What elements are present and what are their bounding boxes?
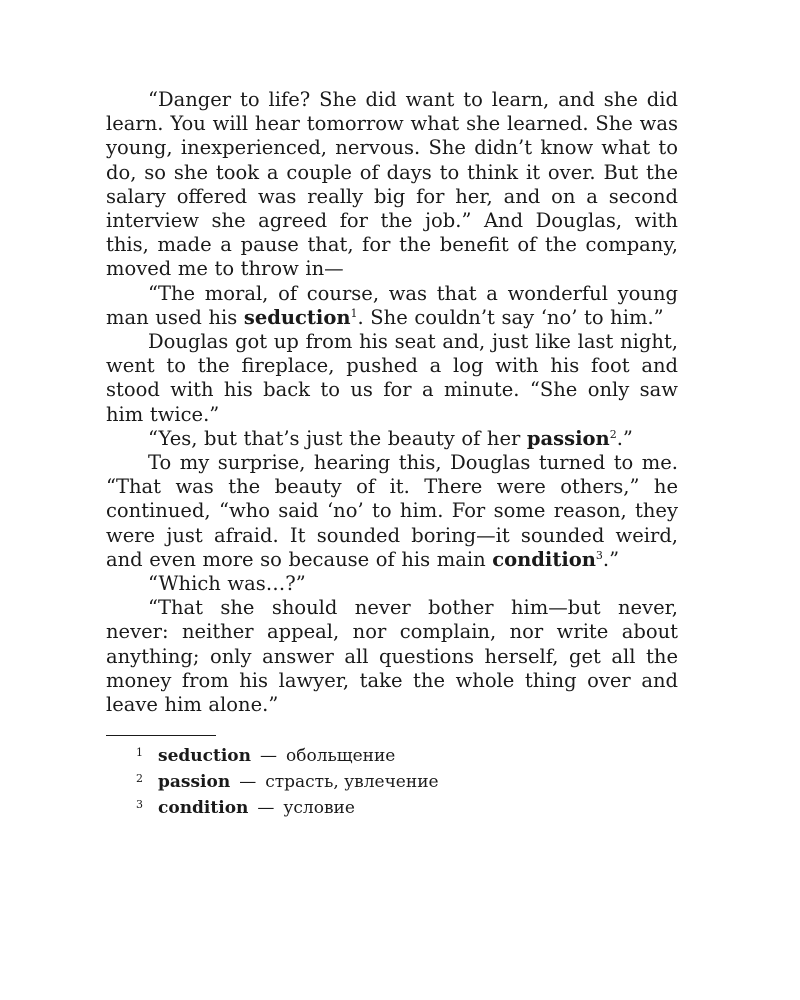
text-run: “That she should never bother him—but never, never: neither appeal, nor complain, nor write about anything; only answer all questions herself, get all the money from his lawyer, take the whole thing over and leave him alone.” <box>106 596 678 717</box>
text-run: “Yes, but that’s just the beauty of her <box>148 426 527 450</box>
text-run: Douglas got up from his seat and, just like last night, went to the fireplace, pushed a log with his foot and stood with his back to us for a minute. “She only saw him twice.” <box>106 330 678 426</box>
paragraph <box>106 451 678 572</box>
paragraph <box>106 330 678 427</box>
footnote-dash: — <box>239 772 257 793</box>
paragraph <box>106 596 678 717</box>
footnote-dash: — <box>260 746 277 767</box>
footnote-term: condition <box>158 798 249 819</box>
footnote-translation: обольщение <box>286 746 396 767</box>
footnote-dash: — <box>257 798 275 819</box>
text-run: .” <box>602 547 620 571</box>
footnote-translation: страсть, увлечение <box>265 772 439 793</box>
footnote-term: passion <box>158 772 231 793</box>
footnote <box>106 744 678 770</box>
footnote-number: 3 <box>136 798 143 812</box>
footnote-ref: 1 <box>350 306 358 320</box>
footnote <box>106 796 678 822</box>
page <box>106 88 678 822</box>
footnote-translation: условие <box>283 798 355 819</box>
text-run: . She couldn’t say ‘no’ to him.” <box>357 305 664 329</box>
text-run: To my surprise, hearing this, Douglas turned to me. “That was the beauty of it. There were others,” he continued, “who said ‘no’ to him. For some reason, they were just afraid. It sounded boring—it sounded weird, and even more so because of his main <box>106 451 678 571</box>
glossary-term: condition <box>492 547 596 571</box>
glossary-term: passion <box>526 426 610 450</box>
footnote-term: seduction <box>158 746 251 767</box>
footnote-divider <box>106 735 216 736</box>
text-run: “Danger to life? She did want to learn, and she did learn. You will hear tomorrow what she learned. She was young, inexperienced, nervous. She didn’t know what to do, so she took a couple of days to think it over. But the salary offered was really big for her, and on a second interview she agreed for the job.” And Douglas, with this, made a pause that, for the benefit of the company, moved me to throw in— <box>106 88 678 281</box>
footnote-number: 2 <box>136 772 143 786</box>
glossary-term: seduction <box>243 305 351 329</box>
paragraph <box>106 427 678 451</box>
text-run: .” <box>616 426 633 450</box>
paragraph <box>106 88 678 282</box>
footnote <box>106 770 678 796</box>
footnote-ref: 2 <box>609 427 617 441</box>
text-run: “The moral, of course, was that a wonderful young man used his <box>106 281 678 329</box>
footnote-ref: 3 <box>595 548 603 562</box>
footnotes <box>106 744 678 822</box>
footnote-number: 1 <box>136 746 143 760</box>
paragraph <box>106 282 678 330</box>
text-run: “Which was…?” <box>148 572 306 596</box>
paragraph <box>106 572 678 596</box>
body-text <box>106 88 678 717</box>
